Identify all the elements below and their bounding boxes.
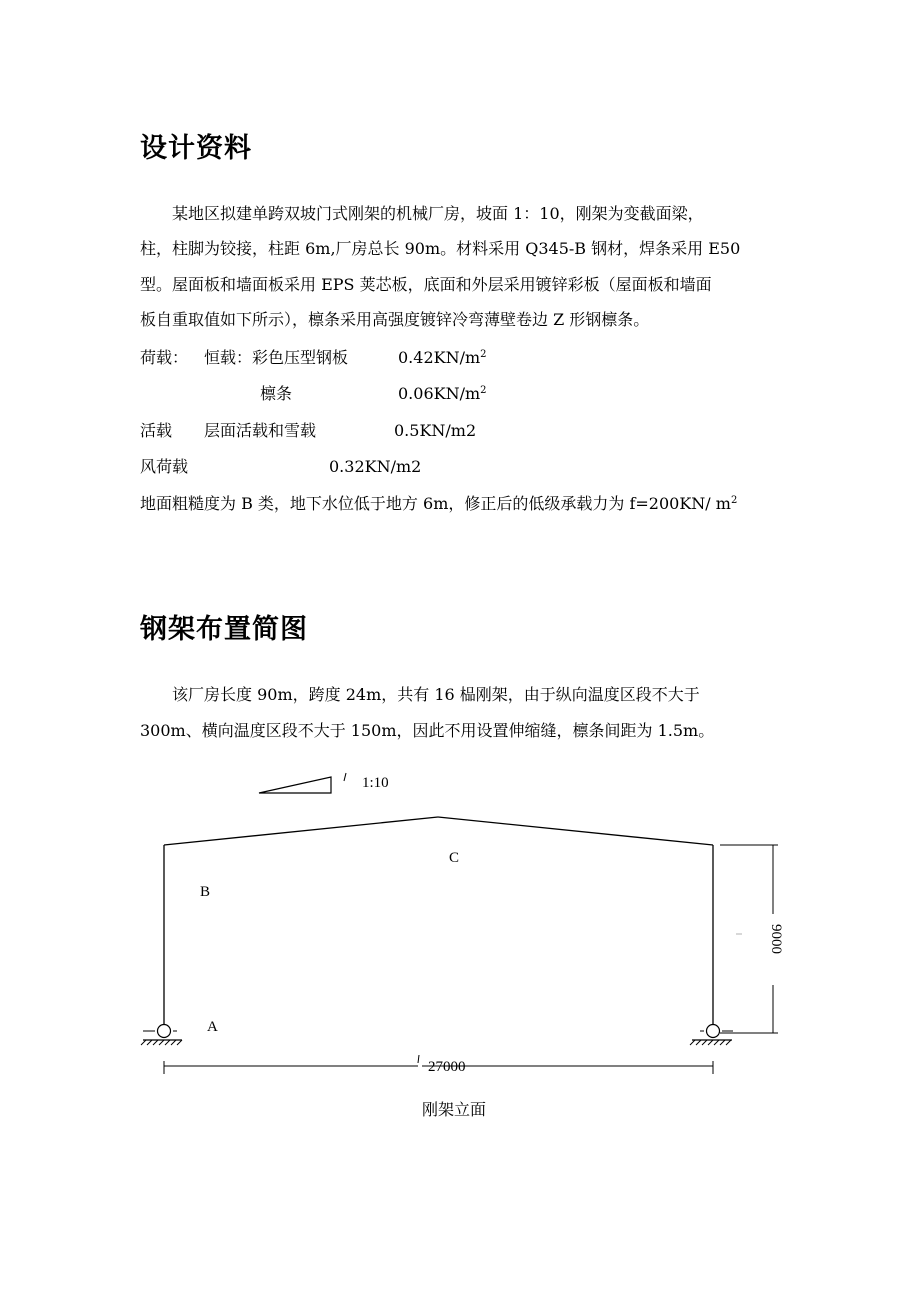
paragraph-line: 板自重取值如下所示），檩条采用高强度镀锌冷弯薄壁卷边 Z 形钢檩条。 [140, 310, 650, 329]
wind-load-value: 0.32KN/m2 [329, 457, 422, 476]
span-dimension-label: 27000 [428, 1059, 466, 1075]
paragraph-line: 某地区拟建单跨双坡门式刚架的机械厂房，坡面 1：10，刚架为变截面梁， [172, 204, 704, 223]
purlin-value: $0.06KN/m^2$ [398, 384, 487, 403]
paragraph-line: 柱，柱脚为铰接，柱距 6m,厂房总长 90m。材料采用 Q345-B 钢材，焊条采用 E50 [140, 239, 741, 258]
paragraph-line: 300m、横向温度区段不大于 150m，因此不用设置伸缩缝，檩条间距为 1.5m。 [140, 721, 715, 740]
wind-load-label: 风荷载 [140, 457, 189, 476]
left-pin-support-icon [141, 1025, 182, 1046]
purlin-label: 檩条 [260, 384, 293, 403]
slope-label: 1:10 [362, 775, 389, 791]
paragraph-line: 型。屋面板和墙面板采用 EPS 荚芯板，底面和外层采用镀锌彩板（屋面板和墙面 [140, 275, 712, 294]
node-label-a: A [207, 1019, 218, 1035]
live-load-value: 0.5KN/m2 [394, 421, 477, 440]
right-rafter [438, 817, 713, 845]
node-label-b: B [200, 884, 211, 900]
slope-triangle-icon [259, 777, 331, 793]
section-title-frame-layout: 钢架布置简图 [140, 614, 308, 645]
section-title-design-data: 设计资料 [140, 133, 252, 164]
live-load-desc: 层面活载和雪载 [204, 421, 317, 440]
load-label: 荷载： [140, 348, 189, 367]
slope-tick [344, 773, 346, 781]
paragraph-line: 该厂房长度 90m，跨度 24m，共有 16 榀刚架，由于纵向温度区段不大于 [172, 685, 700, 704]
left-rafter [164, 817, 438, 845]
height-dimension-label: 9000 [768, 924, 784, 954]
right-pin-support-icon [690, 1025, 733, 1046]
node-label-c: C [449, 850, 460, 866]
ground-condition-line: 地面粗糙度为 B 类，地下水位低于地方 6m，修正后的低级承载力为 f=200KN/ $m^2$ [140, 494, 738, 513]
dead-load-value: $0.42KN/m^2$ [398, 348, 487, 367]
live-load-label: 活载 [140, 421, 173, 440]
diagram-caption: 刚架立面 [422, 1100, 487, 1119]
dead-load-desc: 恒载：彩色压型钢板 [204, 348, 349, 367]
